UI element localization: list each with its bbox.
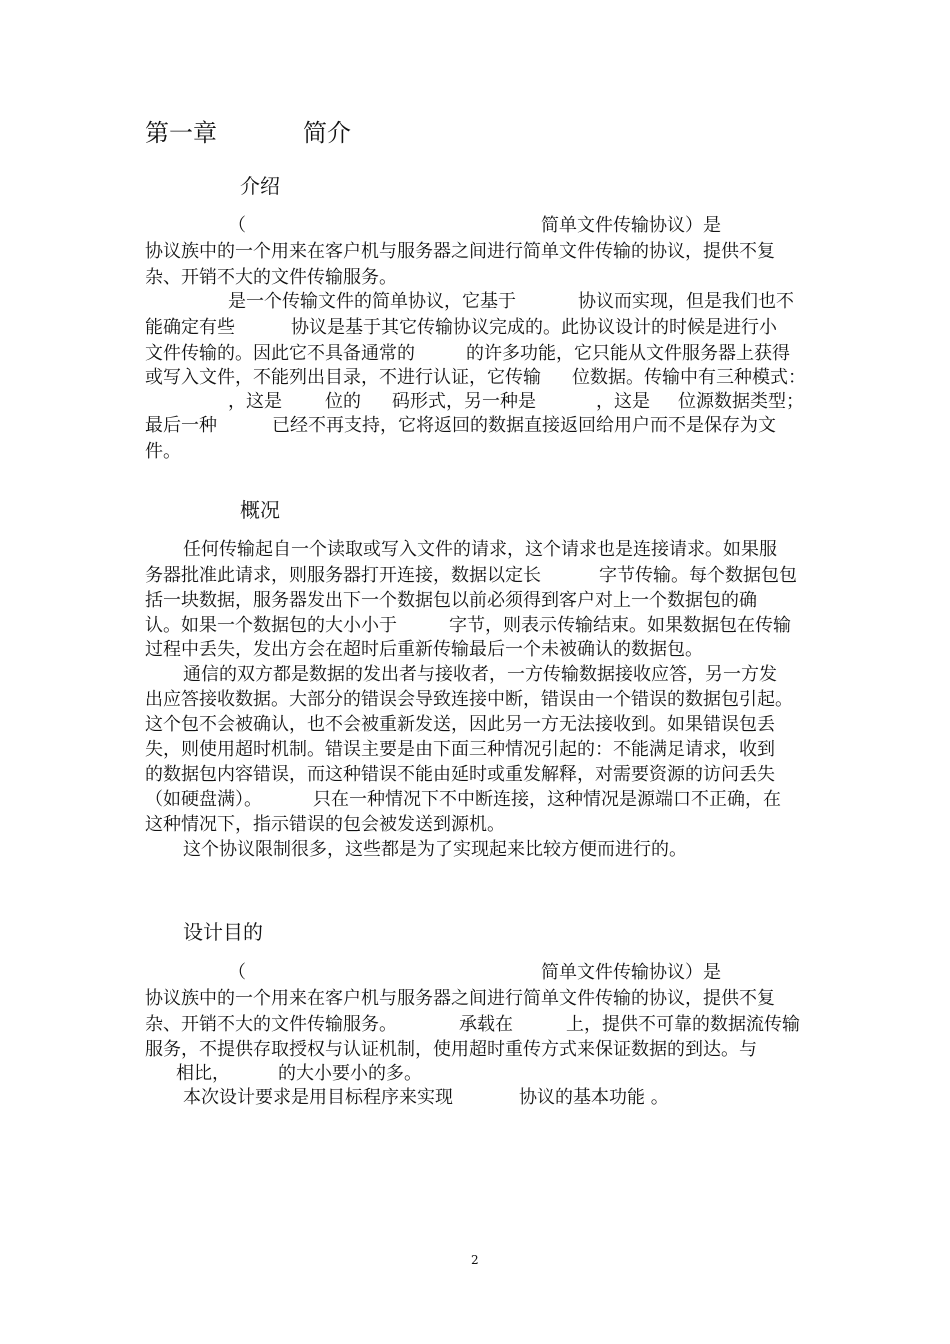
overview-text: 务器批准此请求，则服务器打开连接，数据以定长 (145, 565, 541, 586)
design-text: 简单文件传输协议）是 (541, 962, 721, 983)
design-text: 协议族中的一个用来在客户机与服务器之间进行简单文件传输的协议，提供不复 (145, 988, 775, 1009)
chapter-label: 第一章 (145, 119, 217, 147)
intro-text: 的许多功能，它只能从文件服务器上获得 (466, 343, 790, 364)
intro-text: 或写入文件，不能列出目录，不进行认证，它传输 (145, 367, 541, 388)
overview-text: 通信的双方都是数据的发出者与接收者，一方传输数据接收应答，另一方发 (183, 664, 777, 685)
intro-text: 位源数据类型； (678, 391, 804, 412)
intro-text: （ (228, 215, 246, 236)
design-text: 承载在 (459, 1014, 513, 1035)
overview-text: 只在一种情况下不中断连接，这种情况是源端口不正确，在 (313, 789, 781, 810)
overview-text: （如硬盘满）。 (145, 789, 262, 810)
overview-text: 失，则使用超时机制。错误主要是由下面三种情况引起的：不能满足请求，收到 (145, 739, 775, 760)
design-text: 服务，不提供存取授权与认证机制，使用超时重传方式来保证数据的到达。与 (145, 1039, 757, 1060)
overview-text: 这个包不会被确认，也不会被重新发送，因此另一方无法接收到。如果错误包丢 (145, 714, 775, 735)
intro-text: 能确定有些 (145, 317, 235, 338)
design-text: （ (228, 962, 246, 983)
page-number: 2 (471, 1253, 479, 1267)
overview-text: 的数据包内容错误，而这种错误不能由延时或重发解释，对需要资源的访问丢失 (145, 764, 775, 785)
overview-text: 字节传输。每个数据包包 (599, 565, 797, 586)
section-heading-overview: 概况 (240, 498, 280, 522)
intro-text: 件。 (145, 441, 181, 462)
intro-text: ，这是 (228, 391, 282, 412)
intro-text: 文件传输的。因此它不具备通常的 (145, 343, 415, 364)
intro-text: 杂、开销不大的文件传输服务。 (145, 267, 397, 288)
overview-text: 字节，则表示传输结束。如果数据包在传输 (449, 615, 791, 636)
design-text: 相比， (176, 1063, 230, 1084)
intro-text: ，这是 (596, 391, 650, 412)
overview-text: 这个协议限制很多，这些都是为了实现起来比较方便而进行的。 (183, 839, 687, 860)
design-text: 杂、开销不大的文件传输服务。 (145, 1014, 397, 1035)
intro-text: 位数据。传输中有三种模式： (572, 367, 806, 388)
overview-text: 认。如果一个数据包的大小小于 (145, 615, 397, 636)
intro-text: 协议而实现，但是我们也不 (578, 291, 794, 312)
section-heading-intro: 介绍 (240, 174, 280, 198)
overview-text: 括一块数据，服务器发出下一个数据包以前必须得到客户对上一个数据包的确 (145, 590, 757, 611)
design-text: 上，提供不可靠的数据流传输 (566, 1014, 800, 1035)
overview-text: 这种情况下，指示错误的包会被发送到源机。 (145, 814, 505, 835)
intro-text: 是一个传输文件的简单协议，它基于 (228, 291, 516, 312)
chapter-title: 简介 (303, 119, 351, 147)
design-text: 的大小要小的多。 (278, 1063, 422, 1084)
design-text: 本次设计要求是用目标程序来实现 (183, 1087, 453, 1108)
intro-text: 码形式，另一种是 (392, 391, 536, 412)
overview-text: 出应答接收数据。大部分的错误会导致连接中断，错误由一个错误的数据包引起。 (145, 689, 793, 710)
intro-text: 简单文件传输协议）是 (541, 215, 721, 236)
section-heading-design: 设计目的 (183, 920, 263, 944)
overview-text: 任何传输起自一个读取或写入文件的请求，这个请求也是连接请求。如果服 (183, 539, 777, 560)
intro-text: 位的 (325, 391, 361, 412)
design-text: 协议的基本功能 。 (519, 1087, 669, 1108)
overview-text: 过程中丢失，发出方会在超时后重新传输最后一个未被确认的数据包。 (145, 639, 703, 660)
intro-text: 已经不再支持，它将返回的数据直接返回给用户而不是保存为文 (272, 415, 776, 436)
intro-text: 协议族中的一个用来在客户机与服务器之间进行简单文件传输的协议，提供不复 (145, 241, 775, 262)
intro-text: 最后一种 (145, 415, 217, 436)
intro-text: 协议是基于其它传输协议完成的。此协议设计的时候是进行小 (291, 317, 777, 338)
